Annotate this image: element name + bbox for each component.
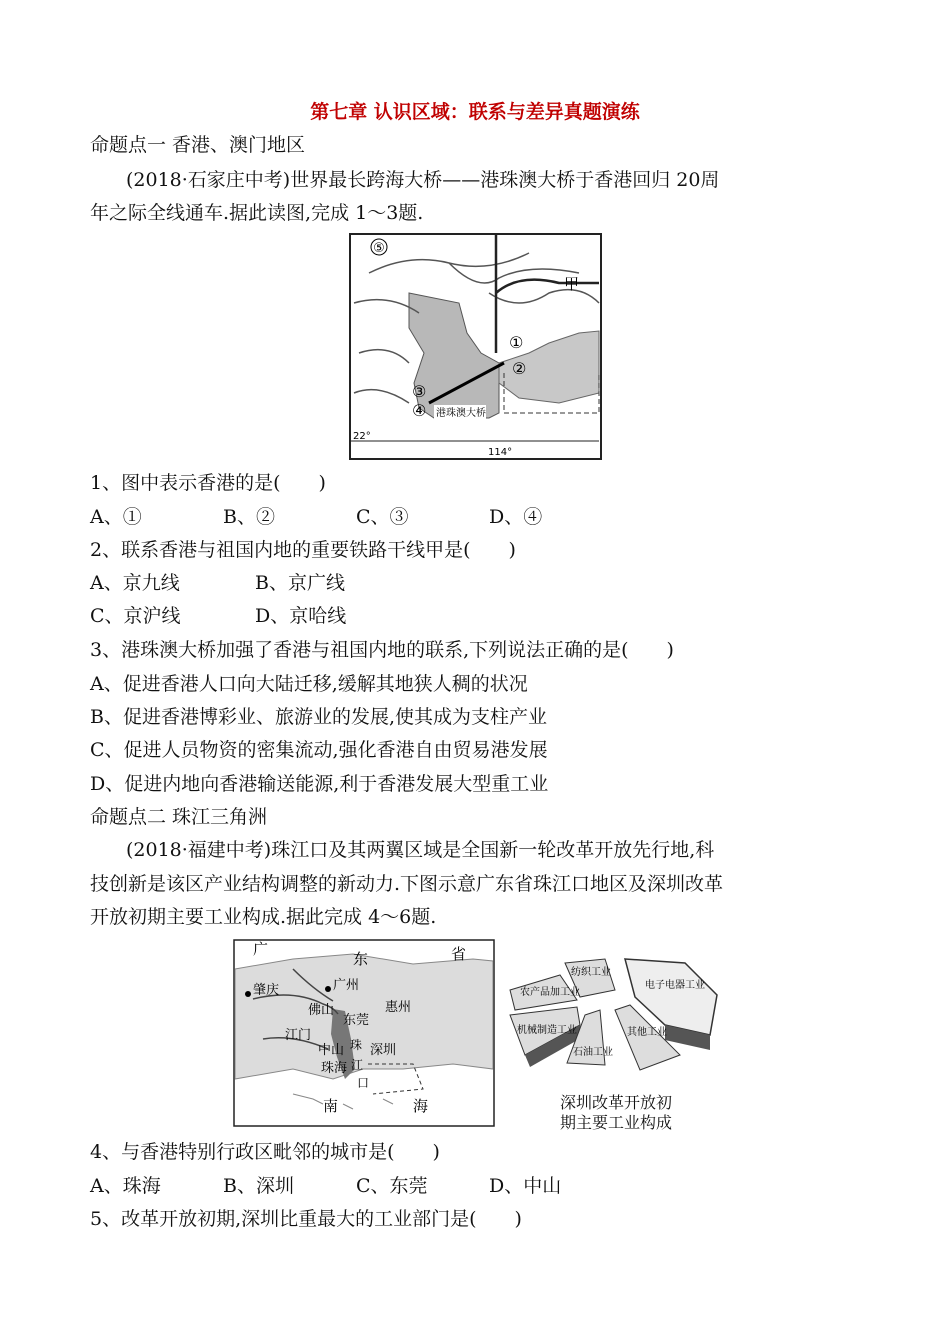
pie-caption-line-1: 深圳改革开放初 [560,1093,673,1112]
question-1: 1、图中表示香港的是( ) [90,472,326,494]
map-label-3: ③ [412,382,427,401]
q1-option-b[interactable]: B、② [223,506,275,528]
city-zhaoqing: 肇庆 [253,983,280,998]
section-heading-2: 命题点二 珠江三角洲 [90,806,268,828]
q1-option-c[interactable]: C、③ [356,506,409,528]
map-label-5: ⑤ [373,241,385,256]
question-2: 2、联系香港与祖国内地的重要铁路干线甲是( ) [90,539,516,561]
q4-option-b[interactable]: B、深圳 [223,1175,294,1197]
intro-1-line-1: (2018·石家庄中考)世界最长跨海大桥——港珠澳大桥于香港回归 20周 [126,169,720,191]
intro-2-line-2: 技创新是该区产业结构调整的新动力.下图示意广东省珠江口地区及深圳改革 [90,873,724,895]
question-5: 5、改革开放初期,深圳比重最大的工业部门是( ) [90,1208,522,1230]
q2-option-d[interactable]: D、京哈线 [255,605,347,627]
map-label-2: ② [512,359,527,378]
question-1-options [90,505,542,529]
river-label-kou: 口 [357,1076,370,1090]
q3-option-d[interactable]: D、促进内地向香港输送能源,利于香港发展大型重工业 [90,773,549,795]
pie-label-other: 其他工业 [627,1027,667,1038]
q1-option-a[interactable]: A、① [90,506,142,528]
pie-label-petroleum: 石油工业 [573,1047,613,1058]
city-zhongshan: 中山 [318,1043,345,1058]
q2-option-a[interactable]: A、京九线 [90,572,180,594]
pie-label-agri: 农产品加工业 [520,987,580,998]
industry-pie-figure [505,955,727,1075]
city-foshan: 佛山 [308,1003,335,1018]
region-label-sheng: 省 [451,945,467,963]
region-label-dong: 东 [353,950,369,968]
section-heading-1: 命题点一 香港、澳门地区 [90,134,306,156]
q2-option-b[interactable]: B、京广线 [255,572,345,594]
pie-label-textile: 纺织工业 [571,967,611,978]
q4-option-d[interactable]: D、中山 [489,1175,562,1197]
pie-label-machinery: 机械制造工业 [517,1025,577,1036]
map-label-1: ① [509,333,524,352]
city-zhuhai: 珠海 [321,1061,348,1076]
hk-map-figure [349,233,602,460]
question-3: 3、港珠澳大桥加强了香港与祖国内地的联系,下列说法正确的是( ) [90,639,674,661]
question-2-options-row-2 [90,604,346,628]
intro-2-line-3: 开放初期主要工业构成.据此完成 4～6题. [90,906,437,928]
city-shenzhen: 深圳 [370,1043,397,1058]
q3-option-c[interactable]: C、促进人员物资的密集流动,强化香港自由贸易港发展 [90,739,548,761]
city-guangzhou: 广州 [333,978,360,993]
prd-map-figure [233,939,495,1127]
question-4-options [90,1174,561,1198]
city-jiangmen: 江门 [285,1028,312,1043]
lon-label: 114° [488,447,513,458]
q2-option-c[interactable]: C、京沪线 [90,605,181,627]
river-label-zhu: 珠 [350,1038,363,1052]
intro-1-line-2: 年之际全线通车.据此读图,完成 1～3题. [90,202,424,224]
question-2-options-row-1 [90,571,345,595]
q4-option-c[interactable]: C、东莞 [356,1175,428,1197]
q3-option-a[interactable]: A、促进香港人口向大陆迁移,缓解其地狭人稠的状况 [90,673,528,695]
pie-label-electronics: 电子电器工业 [645,980,705,991]
q3-option-b[interactable]: B、促进香港博彩业、旅游业的发展,使其成为支柱产业 [90,706,548,728]
city-dongguan: 东莞 [343,1013,370,1028]
bridge-label: 港珠澳大桥 [436,408,486,419]
river-label-jiang: 江 [351,1058,364,1072]
q1-option-d[interactable]: D、④ [489,506,543,528]
page-title: 第七章 认识区域：联系与差异真题演练 [310,101,640,123]
map-label-4: ④ [412,401,427,420]
question-4: 4、与香港特别行政区毗邻的城市是( ) [90,1141,440,1163]
sea-label-hai: 海 [413,1097,429,1115]
q4-option-a[interactable]: A、珠海 [90,1175,161,1197]
region-label-guang: 广 [253,940,269,958]
intro-2-line-1: (2018·福建中考)珠江口及其两翼区域是全国新一轮改革开放先行地,科 [126,839,715,861]
sea-label-nan: 南 [323,1097,339,1115]
map-label-jia: 甲 [564,275,580,293]
city-huizhou: 惠州 [385,1000,412,1015]
lat-label: 22° [353,431,371,442]
pie-caption-line-2: 期主要工业构成 [560,1113,673,1132]
